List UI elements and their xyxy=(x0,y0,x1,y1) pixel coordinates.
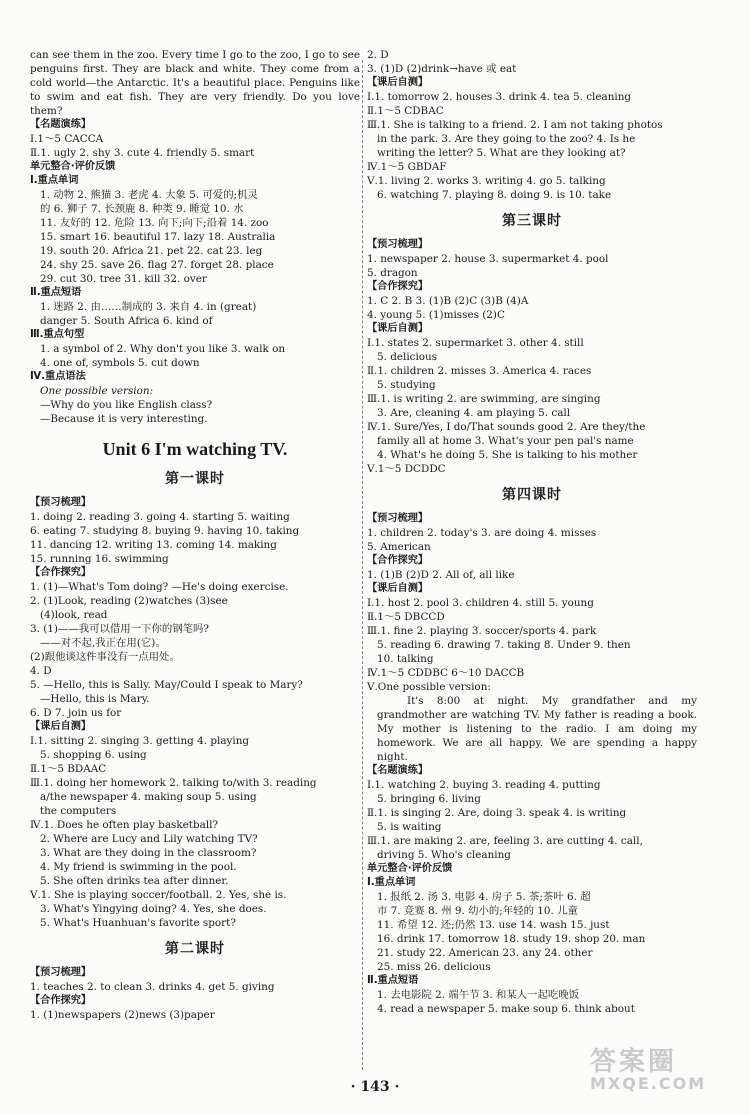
text-line: 1. teaches 2. to clean 3. drinks 4. get 5. giving xyxy=(30,981,275,993)
text-line: Ⅳ.1～5 CDDBC 6～10 DACCB xyxy=(367,667,525,679)
key-phrases-list-r xyxy=(367,988,697,1016)
text-line: Ⅰ.1. states 2. supermarket 3. other 4. still xyxy=(367,337,584,349)
mingti-list-r xyxy=(367,778,697,862)
lesson2-title: 第二课时 xyxy=(165,941,225,957)
preview4-list xyxy=(367,526,697,554)
text-line: Ⅰ.1. host 2. pool 3. children 4. still 5. young xyxy=(367,597,594,609)
coop-list xyxy=(30,580,360,720)
text-line: 5. —Hello, this is Sally. May/Could I speak to Mary? xyxy=(30,679,303,691)
key-words-list-r xyxy=(367,890,697,974)
text-line: Ⅰ.1. tomorrow 2. houses 3. drink 4. tea 5. cleaning xyxy=(367,91,632,103)
text-line: 5. She often drinks tea after dinner. xyxy=(40,875,229,887)
text-line: 4. one of, symbols 5. cut down xyxy=(40,357,200,369)
text-line: 5. What's Huanhuan's favorite sport? xyxy=(40,917,236,929)
text-line: —Hello, this is Mary. xyxy=(40,693,150,705)
text-line: 1. C 2. B 3. (1)B (2)C (3)B (4)A xyxy=(367,295,529,307)
text-line: 5. reading 6. drawing 7. taking 8. Under 9. then xyxy=(377,639,631,651)
lesson4-title: 第四课时 xyxy=(502,487,562,503)
text-line: 3. (1)——我可以借用一下你的钢笔吗? xyxy=(30,623,209,635)
text-line: Ⅲ.1. fine 2. playing 3. soccer/sports 4. park xyxy=(367,625,597,637)
text-line: 10. talking xyxy=(377,653,434,665)
left-column xyxy=(30,48,360,1022)
text-line: One possible version: xyxy=(40,385,154,397)
text-line: writing the letter? 5. What are they looking at? xyxy=(377,147,626,159)
mingti-list xyxy=(30,132,360,160)
unit-title: Unit 6 I'm watching TV. xyxy=(102,439,288,459)
text-line: 的 6. 狮子 7. 长颈鹿 8. 种类 9. 睡觉 10. 水 xyxy=(40,203,244,215)
column-divider xyxy=(362,60,363,1070)
text-line: 3. What are they doing in the classroom? xyxy=(40,847,257,859)
watermark-logo xyxy=(590,1047,730,1107)
text-line: —Why do you like English class? xyxy=(40,399,213,411)
after3-header: 【课后自测】 xyxy=(367,323,429,334)
text-line: Ⅴ.1～5 DCDDC xyxy=(367,463,446,475)
text-line: Ⅱ.1～5 CDBAC xyxy=(367,105,444,117)
after-header: 【课后自测】 xyxy=(30,721,92,732)
key-phrases-header-r: Ⅱ.重点短语 xyxy=(367,975,419,986)
text-line: (4)look, read xyxy=(40,609,108,621)
text-line: 1. doing 2. reading 3. going 4. starting 5. waiting xyxy=(30,511,290,523)
text-line: Ⅱ.1. children 2. misses 3. America 4. races xyxy=(367,365,592,377)
watermark-bottom: MXQE.COM xyxy=(590,1074,707,1093)
text-line: 5. delicious xyxy=(377,351,438,363)
text-line: 1. newspaper 2. house 3. supermarket 4. pool xyxy=(367,253,609,265)
text-line: 2. (1)Look, reading (2)watches (3)see xyxy=(30,595,228,607)
text-line: ——对不起,我正在用(它)。 xyxy=(40,637,166,649)
coop3-list xyxy=(367,294,697,322)
key-phrases-list xyxy=(30,300,360,328)
coop3-header: 【合作探究】 xyxy=(367,281,429,292)
text-line: the computers xyxy=(40,805,117,817)
text-line: danger 5. South Africa 6. kind of xyxy=(40,315,213,327)
text-line: Ⅱ.1～5 DBCCD xyxy=(367,611,445,623)
mingti-header: 【名题演练】 xyxy=(30,119,92,130)
text-line: a/the newspaper 4. making soup 5. using xyxy=(40,791,257,803)
lesson3-title: 第三课时 xyxy=(502,213,562,229)
after-list xyxy=(30,734,360,930)
intro-paragraph: can see them in the zoo. Every time I go to the zoo, I go to see penguins first. They are black and white. They come from a cold world—the Antarctic. It's a beautiful place. Penguins like to swim and eat fish. They are very friendly. Do you love them? xyxy=(30,49,360,117)
text-line: Ⅱ.1. ugly 2. shy 3. cute 4. friendly 5. smart xyxy=(30,147,255,159)
text-line: 3. (1)D (2)drink→have 或 eat xyxy=(367,63,517,75)
text-line: 4. D xyxy=(30,665,52,677)
text-line: driving 5. Who's cleaning xyxy=(377,849,511,861)
right-column xyxy=(367,48,697,1016)
after-header-r: 【课后自测】 xyxy=(367,77,429,88)
text-line: 11. dancing 12. writing 13. coming 14. making xyxy=(30,539,277,551)
preview4-header: 【预习梳理】 xyxy=(367,513,429,524)
key-words-header-r: Ⅰ.重点单词 xyxy=(367,877,416,888)
text-line: 5. is waiting xyxy=(377,821,442,833)
preview-list xyxy=(30,510,360,566)
text-line: 1. 动物 2. 熊猫 3. 老虎 4. 大象 5. 可爱的;机灵 xyxy=(40,189,258,201)
text-line: 25. miss 26. delicious xyxy=(377,961,491,973)
text-line: 1. 迷路 2. 由……制成的 3. 来自 4. in (great) xyxy=(40,301,257,313)
text-line: —Because it is very interesting. xyxy=(40,413,208,425)
text-line: 3. What's Yingying doing? 4. Yes, she does. xyxy=(40,903,267,915)
text-line: Ⅱ.1. is singing 2. Are, doing 3. speak 4. is writing xyxy=(367,807,627,819)
text-line: 5. shopping 6. using xyxy=(40,749,147,761)
after3-list xyxy=(367,336,697,476)
text-line: family all at home 3. What's your pen pal's name xyxy=(377,435,634,447)
text-line: 15. running 16. swimming xyxy=(30,553,169,565)
text-line: 1. (1)—What's Tom doing? —He's doing exercise. xyxy=(30,581,289,593)
text-line: 4. read a newspaper 5. make soup 6. think about xyxy=(377,1003,635,1015)
watermark-top: 答案圈 xyxy=(590,1047,678,1077)
text-line: 6. D 7. join us for xyxy=(30,707,122,719)
text-line: Ⅳ.1. Does he often play basketball? xyxy=(30,819,219,831)
text-line: Ⅳ.1. Sure/Yes, I do/That sounds good 2. Are they/the xyxy=(367,421,646,433)
preview2-header: 【预习梳理】 xyxy=(30,967,92,978)
key-grammar-header: Ⅳ.重点语法 xyxy=(30,371,86,382)
text-line: Ⅴ.One possible version: xyxy=(367,681,491,693)
text-line: Ⅰ.1. sitting 2. singing 3. getting 4. playing xyxy=(30,735,250,747)
text-line: 11. 希望 12. 还;仍然 13. use 14. wash 15. just xyxy=(377,919,610,931)
preview-header: 【预习梳理】 xyxy=(30,497,92,508)
text-line: 4. young 5. (1)misses (2)C xyxy=(367,309,505,321)
right-top-list xyxy=(367,48,697,76)
text-line: Ⅲ.1. is writing 2. are swimming, are singing xyxy=(367,393,601,405)
coop4-list xyxy=(367,568,697,582)
preview3-header: 【预习梳理】 xyxy=(367,239,429,250)
key-sentences-list xyxy=(30,342,360,370)
text-line: 2. D xyxy=(367,49,389,61)
unit-review-header-r: 单元整合·评价反馈 xyxy=(367,863,453,874)
text-line: 5. dragon xyxy=(367,267,418,279)
preview2-list xyxy=(30,980,360,994)
text-line: 11. 友好的 12. 危险 13. 向下;向下;沿着 14. zoo xyxy=(40,217,269,229)
page-number: · 143 · xyxy=(350,1079,400,1095)
text-line: 4. My friend is swimming in the pool. xyxy=(40,861,237,873)
key-phrases-header: Ⅱ.重点短语 xyxy=(30,287,82,298)
key-words-header: Ⅰ.重点单词 xyxy=(30,175,79,186)
text-line: Ⅱ.1～5 BDAAC xyxy=(30,763,107,775)
text-line: 16. drink 17. tomorrow 18. study 19. shop 20. man xyxy=(377,933,646,945)
key-words-list xyxy=(30,188,360,286)
preview3-list xyxy=(367,252,697,280)
text-line: 5. bringing 6. living xyxy=(377,793,481,805)
text-line: 24. shy 25. save 26. flag 27. forget 28. place xyxy=(40,259,274,271)
text-line: Ⅴ.1. She is playing soccer/football. 2. Yes, she is. xyxy=(30,889,287,901)
text-line: 29. cut 30. tree 31. kill 32. over xyxy=(40,273,207,285)
essay-paragraph: It's 8:00 at night. My grandfather and my grandmother are watching TV. My father is reading a book. My mother is listening to the radio. I am doing my homework. We are all happy. We are spending a happy night. xyxy=(377,695,697,763)
coop2-list xyxy=(30,1008,360,1022)
text-line: 1. 去电影院 2. 端午节 3. 和某人一起吃晚饭 xyxy=(377,989,580,1001)
text-line: Ⅲ.1. doing her homework 2. talking to/with 3. reading xyxy=(30,777,317,789)
text-line: 1. children 2. today's 3. are doing 4. misses xyxy=(367,527,597,539)
text-line: Ⅴ.1. living 2. works 3. writing 4. go 5. talking xyxy=(367,175,606,187)
text-line: 1. a symbol of 2. Why don't you like 3. walk on xyxy=(40,343,286,355)
coop4-header: 【合作探究】 xyxy=(367,555,429,566)
text-line: 1. (1)newspapers (2)news (3)paper xyxy=(30,1009,215,1021)
text-line: (2)跟他谈这件事没有一点用处。 xyxy=(30,651,180,663)
text-line: 4. What's he doing 5. She is talking to his mother xyxy=(377,449,638,461)
after-list-r xyxy=(367,90,697,202)
key-sentences-header: Ⅲ.重点句型 xyxy=(30,329,85,340)
text-line: Ⅲ.1. are making 2. are, feeling 3. are cutting 4. call, xyxy=(367,835,643,847)
text-line: in the park. 3. Are they going to the zoo? 4. Is he xyxy=(377,133,636,145)
unit-review-header: 单元整合·评价反馈 xyxy=(30,161,116,172)
text-line: 1. 报纸 2. 汤 3. 电影 4. 房子 5. 茶;茶叶 6. 超 xyxy=(377,891,591,903)
key-grammar-list xyxy=(30,384,360,426)
text-line: Ⅰ.1～5 CACCA xyxy=(30,133,104,145)
lesson1-title: 第一课时 xyxy=(165,471,225,487)
text-line: 19. south 20. Africa 21. pet 22. cat 23. leg xyxy=(40,245,263,257)
text-line: Ⅲ.1. She is talking to a friend. 2. I am not taking photos xyxy=(367,119,663,131)
text-line: 5. studying xyxy=(377,379,436,391)
after4-header: 【课后自测】 xyxy=(367,583,429,594)
text-line: 6. eating 7. studying 8. buying 9. having 10. taking xyxy=(30,525,300,537)
text-line: 1. (1)B (2)D 2. All of, all like xyxy=(367,569,515,581)
coop2-header: 【合作探究】 xyxy=(30,995,92,1006)
mingti-header-r: 【名题演练】 xyxy=(367,765,429,776)
text-line: 3. Are, cleaning 4. am playing 5. call xyxy=(377,407,571,419)
text-line: 市 7. 竞赛 8. 州 9. 幼小的;年轻的 10. 儿童 xyxy=(377,905,578,917)
after4-list xyxy=(367,596,697,694)
text-line: Ⅰ.1. watching 2. buying 3. reading 4. putting xyxy=(367,779,601,791)
text-line: 21. study 22. American 23. any 24. other xyxy=(377,947,593,959)
text-line: Ⅳ.1～5 GBDAF xyxy=(367,161,447,173)
text-line: 5. American xyxy=(367,541,431,553)
text-line: 2. Where are Lucy and Lily watching TV? xyxy=(40,833,258,845)
text-line: 6. watching 7. playing 8. doing 9. is 10. take xyxy=(377,189,612,201)
text-line: 15. smart 16. beautiful 17. lazy 18. Australia xyxy=(40,231,276,243)
coop-header: 【合作探究】 xyxy=(30,567,92,578)
